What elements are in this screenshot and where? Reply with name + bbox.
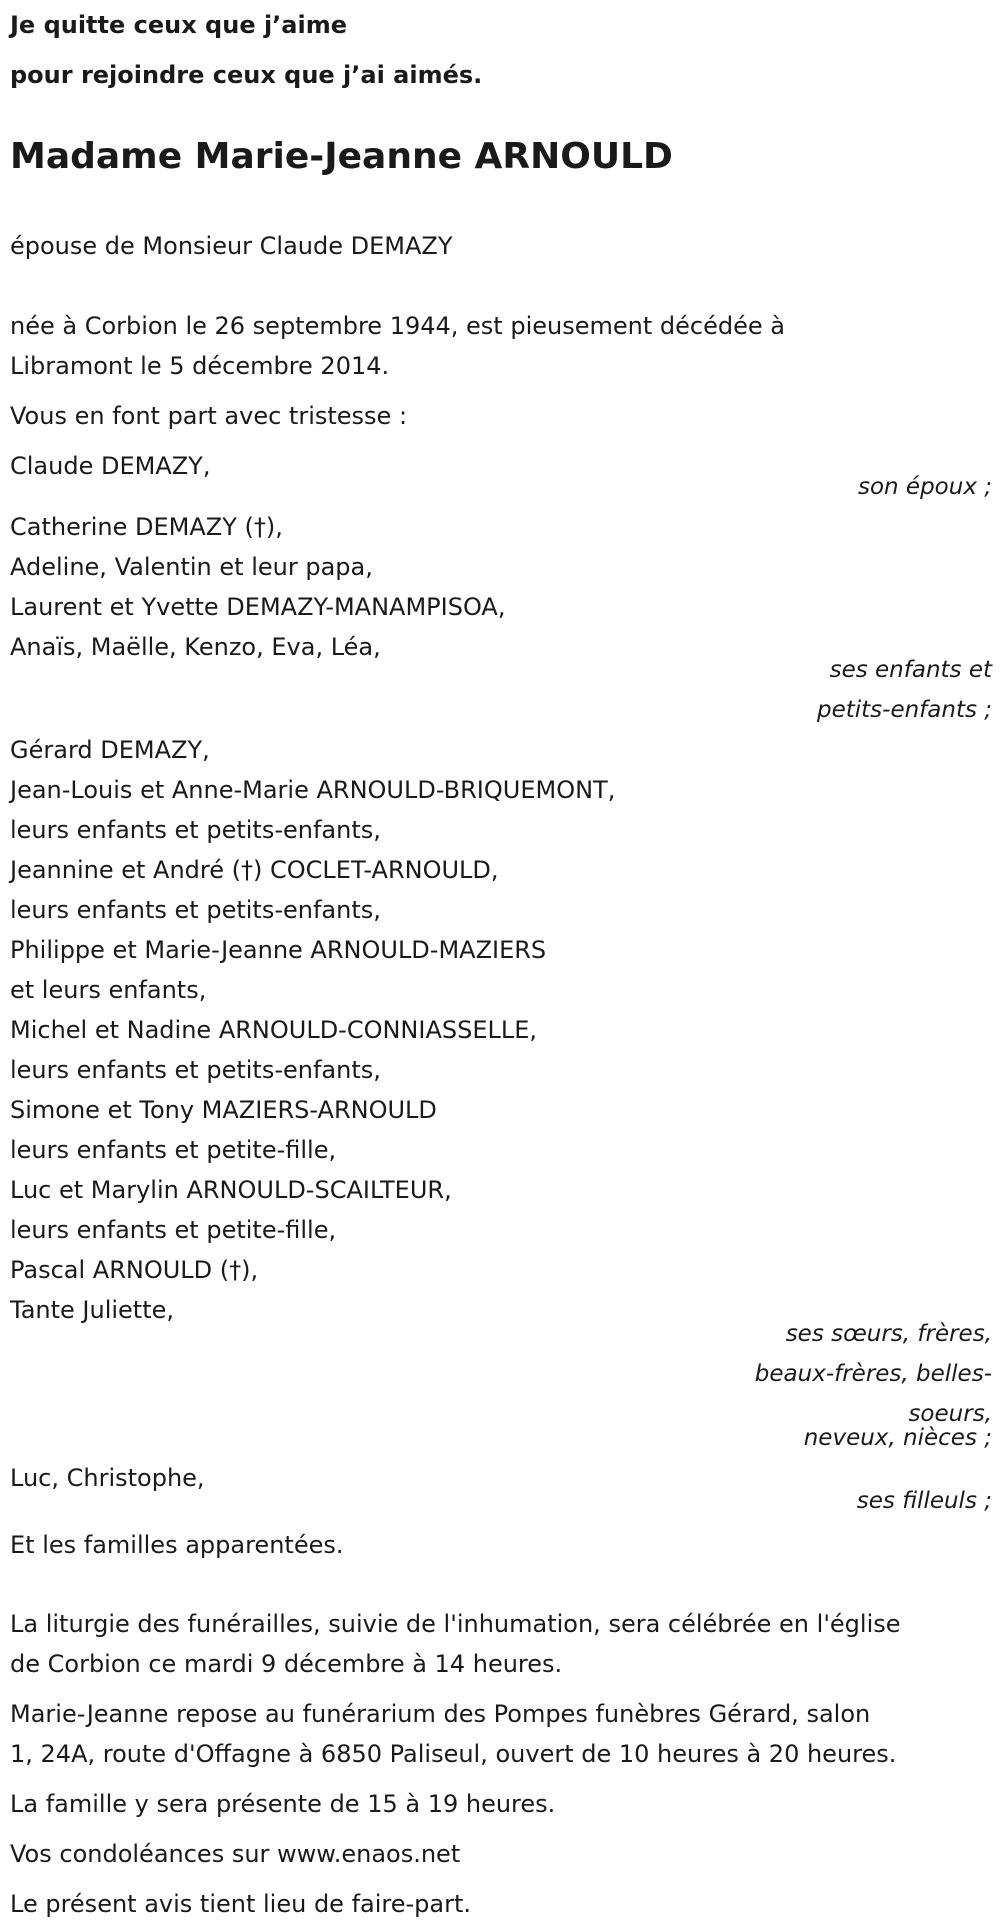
family-name-line: leurs enfants et petits-enfants, [10,816,381,844]
family-presence: La famille y sera présente de 15 à 19 heures. [10,1790,556,1818]
birth-death-line-1: née à Corbion le 26 septembre 1944, est pieusement décédée à [10,312,785,340]
related-families: Et les familles apparentées. [10,1531,344,1559]
family-name-line: Luc et Marylin ARNOULD-SCAILTEUR, [10,1176,452,1204]
family-name-line: Claude DEMAZY, [10,452,211,480]
family-role-line: neveux, nièces ; [803,1425,992,1451]
condolences: Vos condoléances sur www.enaos.net [10,1840,461,1868]
quote-line-1: Je quitte ceux que j’aime [10,11,348,39]
family-name-line: Laurent et Yvette DEMAZY-MANAMPISOA, [10,593,506,621]
family-name-line: leurs enfants et petits-enfants, [10,1056,381,1084]
funerarium-line-2: 1, 24A, route d'Offagne à 6850 Paliseul, ouvert de 10 heures à 20 heures. [10,1740,897,1768]
announcement-intro: Vous en font part avec tristesse : [10,402,408,430]
family-name-line: et leurs enfants, [10,976,207,1004]
family-name-line: Michel et Nadine ARNOULD-CONNIASSELLE, [10,1016,538,1044]
funerarium-line-1: Marie-Jeanne repose au funérarium des Pompes funèbres Gérard, salon [10,1700,871,1728]
family-role-line: ses filleuls ; [856,1488,992,1514]
family-name-line: leurs enfants et petite-fille, [10,1136,337,1164]
family-name-line: leurs enfants et petite-fille, [10,1216,337,1244]
birth-death-line-2: Libramont le 5 décembre 2014. [10,352,390,380]
family-name-line: Gérard DEMAZY, [10,736,210,764]
family-name-line: Pascal ARNOULD (†), [10,1256,259,1284]
family-name-line: Philippe et Marie-Jeanne ARNOULD-MAZIERS [10,936,547,964]
spouse-line: épouse de Monsieur Claude DEMAZY [10,232,453,260]
family-name-line: Luc, Christophe, [10,1464,205,1492]
family-name-line: leurs enfants et petits-enfants, [10,896,381,924]
family-name-line: Jeannine et André (†) COCLET-ARNOULD, [10,856,499,884]
family-role-line: petits-enfants ; [816,697,992,723]
family-name-line: Adeline, Valentin et leur papa, [10,553,373,581]
family-role-line: soeurs, [908,1401,992,1427]
deceased-name: Madame Marie-Jeanne ARNOULD [10,136,673,177]
funeral-line-1: La liturgie des funérailles, suivie de l'inhumation, sera célébrée en l'église [10,1610,901,1638]
family-name-line: Anaïs, Maëlle, Kenzo, Eva, Léa, [10,633,381,661]
family-role-line: son époux ; [857,474,992,500]
quote-line-2: pour rejoindre ceux que j’ai aimés. [10,61,483,89]
family-role-line: ses enfants et [829,657,992,683]
family-name-line: Simone et Tony MAZIERS-ARNOULD [10,1096,437,1124]
family-name-line: Catherine DEMAZY (†), [10,513,283,541]
notice: Le présent avis tient lieu de faire-part. [10,1890,472,1918]
family-role-line: ses sœurs, frères, [785,1321,992,1347]
family-name-line: Tante Juliette, [10,1296,175,1324]
funeral-line-2: de Corbion ce mardi 9 décembre à 14 heures. [10,1650,563,1678]
family-name-line: Jean-Louis et Anne-Marie ARNOULD-BRIQUEMONT, [10,776,616,804]
family-role-line: beaux-frères, belles- [754,1361,992,1387]
